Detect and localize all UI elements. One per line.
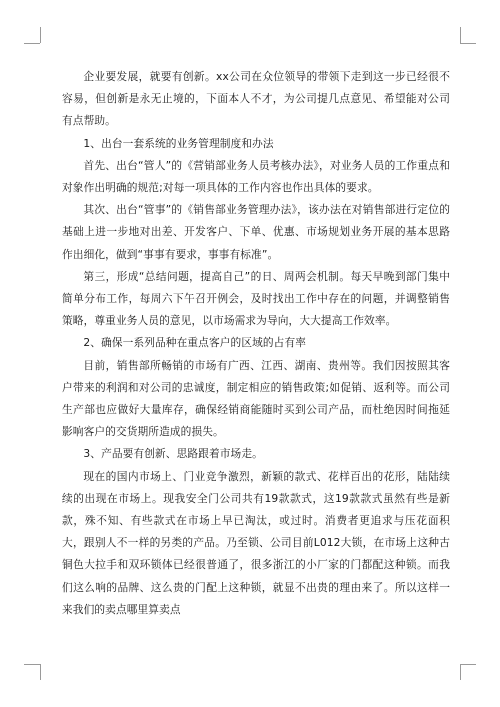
crop-mark-bottom-right-v [460,664,461,680]
section-heading-3: 3、产品要有创新、思路跟着市场走。 [83,447,263,461]
section-heading-2: 2、确保一系列品种在重点客户的区域的占有率 [83,336,307,350]
crop-mark-bottom-left-h [24,664,40,665]
section-heading-1: 1、出台一套系统的业务管理制度和办法 [83,136,274,150]
document-body [62,66,450,621]
paragraph-product: 现在的国内市场上、门业竞争激烈，新颖的款式、花样百出的花形，陆陆续续的出现在市场上。现我安全门公司共有19款款式，这19款款式虽然有些是新款，殊不知、有些款式在市场上早已淘汰，或过时。消费者更追求与压花面积大，跟别人不一样的另类的产品。乃至锁、公司目前L012大锁，在市场上这种古铜色大拉手和双环锁体已经很普通了，很多浙江的小厂家的门都配这种锁。而我们这么响的品牌、这么贵的门配上这种锁，就显不出贵的理由来了。所以这样一来我们的卖点哪里算卖点 [62,469,450,616]
crop-mark-bottom-left-v [40,664,41,680]
paragraph-market: 目前，销售部所畅销的市场有广西、江西、湖南、贵州等。我们因按照其客户带来的利润和对公司的忠诚度，制定相应的销售政策;如促销、返利等。而公司生产部也应做好大量库存，确保经销商能随时买到公司产品，而杜绝因时间拖延影响客户的交货期所造成的损失。 [62,358,450,439]
paragraph-intro: 企业要发展，就要有创新。xx公司在众位领导的带领下走到这一步已经很不容易，但创新是永无止境的，下面本人不才，为公司提几点意见、希望能对公司有点帮助。 [62,70,450,128]
crop-mark-bottom-right-h [460,664,476,665]
crop-mark-top-left-h [24,43,40,44]
paragraph-second: 其次、出台“管事”的《销售部业务管理办法》，该办法在对销售部进行定位的基础上进一步地对出差、开发客户、下单、优惠、市场规划业务开展的基本思路作出细化，做到“事事有要求，事事有标准”。 [62,203,450,261]
crop-mark-top-right-h [460,43,476,44]
paragraph-third: 第三，形成“总结问题，提高自己”的日、周两会机制。每天早晚到部门集中简单分布工作，每周六下午召开例会，及时找出工作中存在的问题，并调整销售策略，尊重业务人员的意见，以市场需求为导向，大大提高工作效率。 [62,269,450,328]
crop-mark-top-right-v [460,27,461,43]
crop-mark-top-left-v [40,27,41,43]
paragraph-first: 首先、出台“管人”的《营销部业务人员考核办法》，对业务人员的工作重点和对象作出明确的规范;对每一项具体的工作内容也作出具体的要求。 [62,158,450,195]
